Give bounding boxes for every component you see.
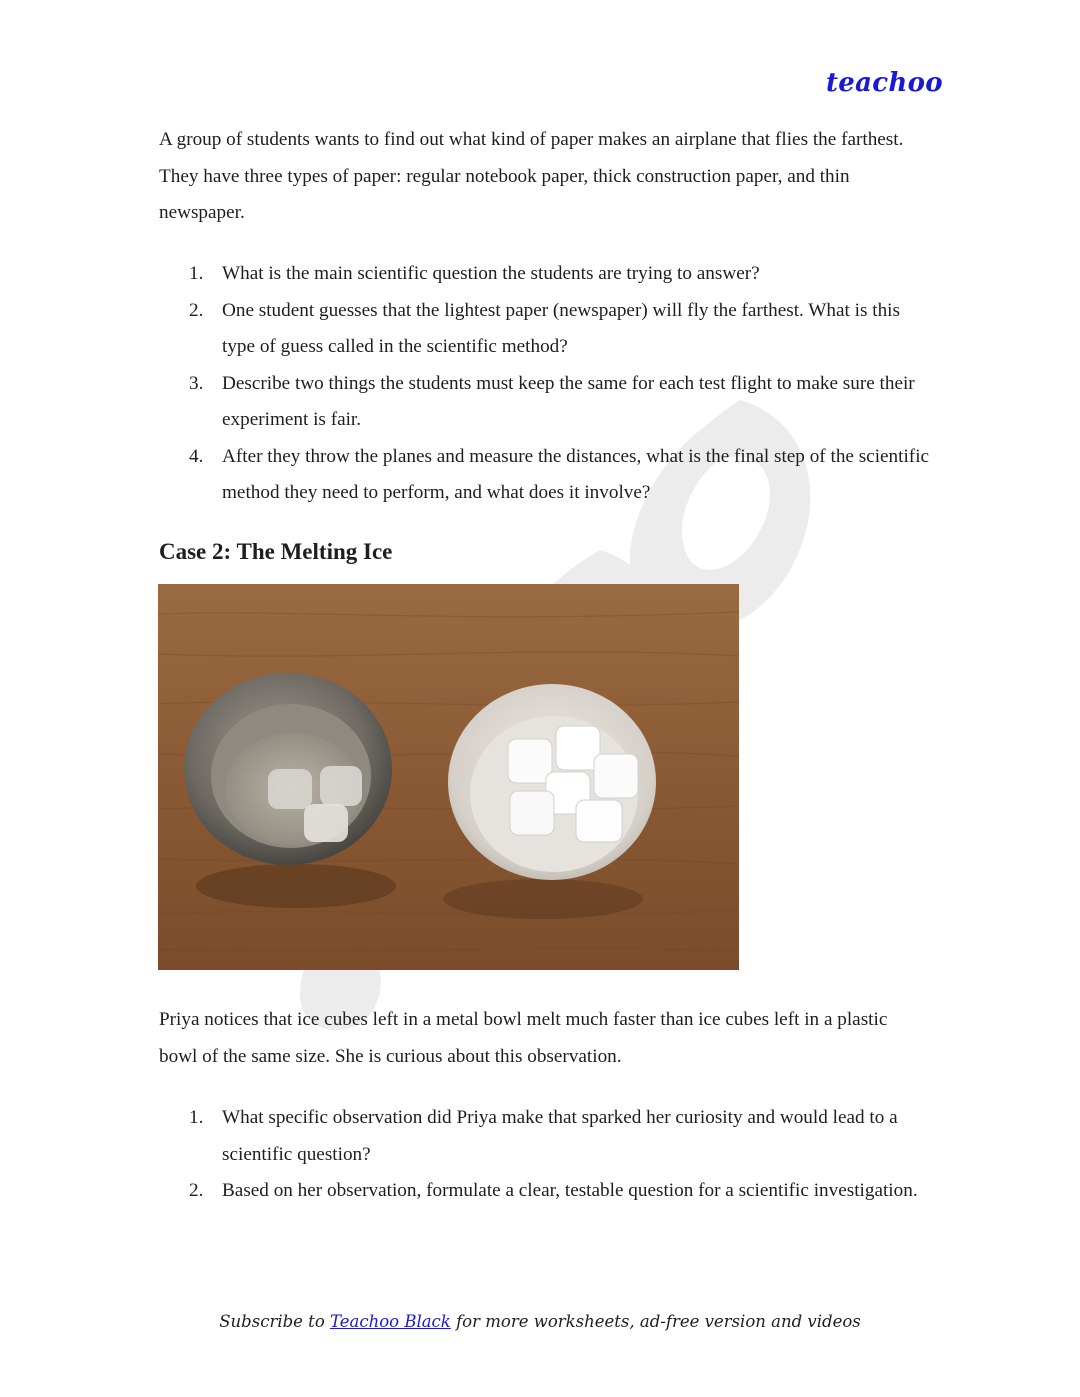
case2-question-list <box>159 1100 934 1210</box>
ice-bowls-photo <box>158 584 739 970</box>
list-item-text: What specific observation did Priya make that sparked her curiosity and would lead to a scientific question? <box>222 1107 898 1165</box>
list-item-text: Describe two things the students must keep the same for each test flight to make sure their experiment is fair. <box>222 372 915 430</box>
case2-intro: Priya notices that ice cubes left in a metal bowl melt much faster than ice cubes left in a plastic bowl of the same size. She is curious about this observation. <box>159 1009 888 1067</box>
case1-question-list <box>159 256 934 512</box>
list-item-number: 2. <box>189 1180 204 1201</box>
list-item-text: What is the main scientific question the students are trying to answer? <box>222 263 760 284</box>
list-item <box>159 439 934 512</box>
case2-heading: Case 2: The Melting Ice <box>159 539 393 564</box>
list-item-number: 2. <box>189 299 204 321</box>
list-item <box>159 293 934 366</box>
list-item <box>159 1100 934 1173</box>
teachoo-logo: teachoo <box>826 68 943 98</box>
footer-suffix: for more worksheets, ad-free version and videos <box>456 1312 861 1331</box>
footer <box>0 1312 1080 1331</box>
teachoo-black-link[interactable]: Teachoo Black <box>330 1312 451 1331</box>
case1-intro: A group of students wants to find out what kind of paper makes an airplane that flies the farthest. They have three types of paper: regular notebook paper, thick construction paper, and thin newspaper. <box>159 129 904 223</box>
footer-prefix: Subscribe to <box>219 1312 325 1331</box>
list-item-number: 1. <box>189 263 204 284</box>
list-item <box>159 1173 934 1210</box>
list-item-text: After they throw the planes and measure the distances, what is the final step of the scientific method they need to perform, and what does it involve? <box>222 445 930 503</box>
list-item <box>159 366 934 439</box>
list-item-text: One student guesses that the lightest paper (newspaper) will fly the farthest. What is this type of guess called in the scientific method? <box>222 299 900 357</box>
list-item <box>159 256 934 293</box>
list-item-text: Based on her observation, formulate a clear, testable question for a scientific investigation. <box>222 1180 918 1201</box>
list-item-number: 1. <box>189 1107 204 1128</box>
list-item-number: 4. <box>189 445 204 467</box>
list-item-number: 3. <box>189 372 204 394</box>
